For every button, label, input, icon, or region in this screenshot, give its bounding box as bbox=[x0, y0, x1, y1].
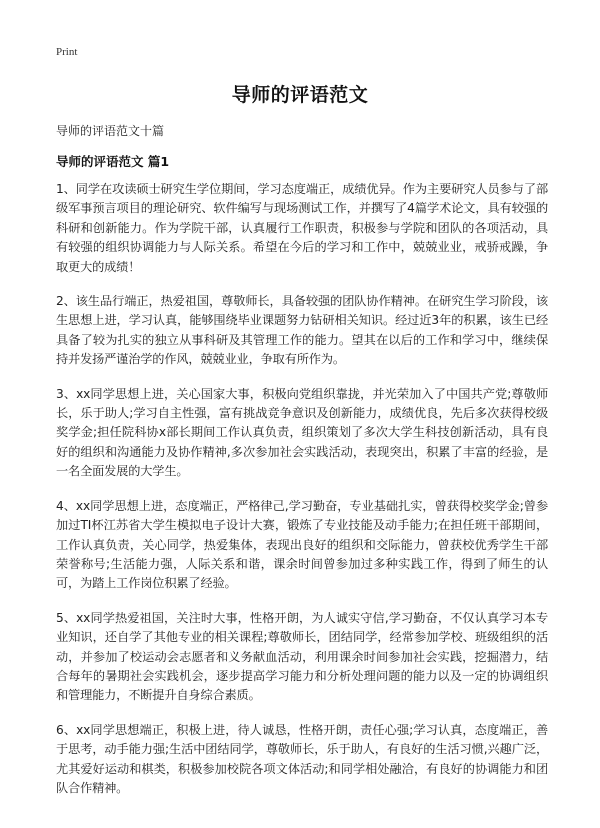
paragraph-3: 3、xx同学思想上进，关心国家大事，积极向党组织靠拢，并光荣加入了中国共产党;尊敬师长，乐于助人;学习自主性强，富有挑战竞争意识及创新能力，成绩优良，先后多次获得校级奖学金;担任院科协x部长期间工作认真负责，组织策划了多次大学生科技创新活动，具有良好的组织和沟通能力及协作精神,多次参加社会实践活动，表现突出，积累了丰富的经验，是一名全面发展的大学生。 bbox=[56, 386, 548, 479]
paragraph-5: 5、xx同学热爱祖国，关注时大事，性格开朗，为人诚实守信,学习勤奋，不仅认真学习本专业知识，还自学了其他专业的相关课程;尊敬师长，团结同学，经常参加学校、班级组织的活动，并参加了校运动会志愿者和义务献血活动，利用课余时间参加社会实践，挖掘潜力，结合每年的暑期社会实践机会，逐步提高学习能力和分析处理问题的能力以及一定的协调组织和管理能力，不断提升自身综合素质。 bbox=[56, 610, 548, 703]
paragraph-2: 2、该生品行端正，热爱祖国，尊敬师长，具备较强的团队协作精神。在研究生学习阶段，该生思想上进，学习认真，能够围绕毕业课题努力钻研相关知识。经过近3年的积累，该生已经具备了较为扎实的独立从事科研及其管理工作的能力。望其在以后的工作和学习中，继续保持并发扬严谨治学的作风，兢兢业业，争取有所作为。 bbox=[56, 294, 548, 367]
paragraph-4: 4、xx同学思想上进，态度端正，严格律己,学习勤奋，专业基础扎实，曾获得校奖学金;曾参加过TI杯江苏省大学生模拟电子设计大赛，锻炼了专业技能及动手能力;在担任班干部期间，工作认真负责，关心同学，热爱集体，表现出良好的组织和交际能力，曾获校优秀学生干部荣誉称号;生活能力强，人际关系和谐，课余时间曾参加过多种实践工作，得到了师生的认可，为踏上工作岗位积累了经验。 bbox=[56, 498, 548, 591]
document-subtitle: 导师的评语范文十篇 bbox=[56, 124, 165, 138]
document-body bbox=[56, 180, 548, 813]
section-heading: 导师的评语范文 篇1 bbox=[56, 154, 170, 169]
paragraph-1: 1、同学在攻读硕士研究生学位期间，学习态度端正，成绩优异。作为主要研究人员参与了部级军事预言项目的理论研究、软件编写与现场测试工作，并撰写了4篇学术论文，具有较强的科研和创新能力。作为学院干部，认真履行工作职责，积极参与学院和团队的各项活动，具有较强的组织协调能力与人际关系。希望在今后的学习和工作中，兢兢业业，戒骄戒躁，争取更大的成绩！ bbox=[56, 182, 548, 274]
paragraph-6: 6、xx同学思想端正，积极上进，待人诚恳，性格开朗，责任心强;学习认真，态度端正，善于思考，动手能力强;生活中团结同学，尊敬师长，乐于助人，有良好的生活习惯,兴趣广泛，尤其爱好运动和棋类，积极参加校院各项文体活动;和同学相处融洽，有良好的协调能力和团队合作精神。 bbox=[56, 722, 548, 795]
document-title: 导师的评语范文 bbox=[231, 84, 369, 106]
print-link[interactable]: Print bbox=[56, 46, 78, 58]
